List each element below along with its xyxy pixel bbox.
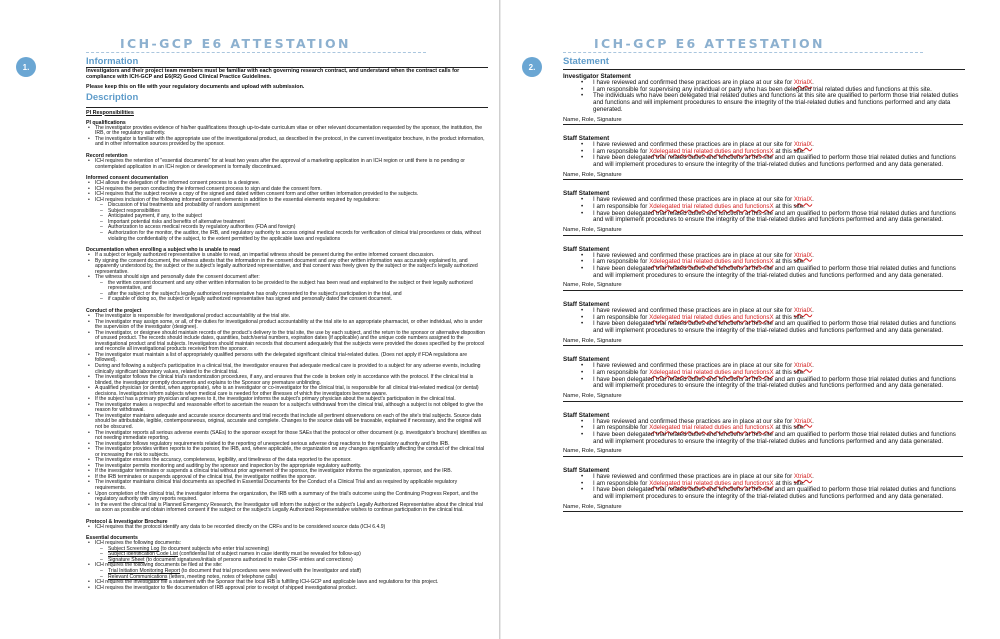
duties-placeholder[interactable]: Xdelegated trial related duties and functionsX: [649, 258, 774, 266]
trial-placeholder[interactable]: XtrialX: [793, 141, 813, 149]
list-item: • I am responsible for supervising any individual or party who has been delegated trial related duties and functions at this site.: [563, 87, 965, 94]
pi-responsibilities-heading: PI Responsibilities: [86, 107, 488, 116]
list-item: • I have been delegated trial related duties and functions at this site and am qualified to perform those trial related duties and functions and will implement procedures to ensure the integrity of the trial-related duties and functions performed and any data generated.: [563, 377, 965, 390]
list-item: • I have been delegated trial related duties and functions at this site and am qualified to perform those trial related duties and functions and will implement procedures to ensure the integrity of the trial-related duties and functions performed and any data generated.: [563, 487, 965, 500]
staff-statement-heading: Staff Statement: [563, 356, 610, 364]
list-item: • The investigator is responsible for investigational product accountability at the trial site.: [86, 314, 488, 320]
sub-list-item: – if capable of doing so, the subject or legally authorized representative has signed and personally dated the consent document.: [86, 297, 488, 303]
duties-placeholder[interactable]: Xdelegated trial related duties and functionsX: [649, 203, 774, 211]
information-text: Investigators and their project team members must be familiar with each governing research contract, and understand when the contract calls for compliance with ICH-GCP and E6(R2) Good Clinical Practice Guidelines.: [86, 67, 488, 80]
section-heading: Essential documents: [86, 535, 138, 542]
list-item: • The investigator maintains clinical trial documents as specified in Essential Documents for the Conduct of a Clinical Trial and as required by applicable regulatory requirements.: [86, 480, 488, 491]
staff-statement: [563, 190, 965, 235]
list-item: • The investigator ensures the accuracy, completeness, legibility, and timeliness of the data reported to the sponsor.: [86, 458, 488, 464]
list-item: • I am responsible for Xdelegated trial related duties and functionsX at this site.: [563, 370, 965, 377]
staff-statement: [563, 356, 965, 401]
list-item: • The investigator, or designee should maintain records of the product's delivery to the trial site, the use by each subject, and the return to the sponsor or alternative disposition of unused product. The records should include dates, quantities, batch/serial numbers, expiration dates (if applicable) and the unique code numbers assigned to the investigational product and trial subjects. Investigators should maintain records that document adequately that the subjects were provided the doses specified by the protocol and reconcile all investigational products received from the sponsor.: [86, 331, 488, 353]
staff-statement-heading: Staff Statement: [563, 411, 610, 419]
step-badge: 1.: [16, 57, 36, 77]
duties-placeholder[interactable]: Xdelegated trial related duties and functionsX: [649, 479, 774, 487]
sub-list-item: – Important potential risks and benefits of alternative treatment: [86, 220, 488, 226]
staff-statement: [563, 135, 965, 180]
list-item: • The individuals who have been delegated trial related duties and functions at this site are qualified to perform those trial related duties and functions and will implement procedures to ensure the integrity of the trial-related duties and functions performed and any data generated.: [563, 93, 965, 113]
information-keep-note: Please keep this on file with your regulatory documents and upload with submission.: [86, 84, 305, 91]
title-divider: [86, 52, 426, 53]
list-item: • I have been delegated trial related duties and functions at this site and am qualified to perform those trial related duties and functions and will implement procedures to ensure the integrity of the trial-related duties and functions performed and any data generated.: [563, 211, 965, 224]
list-item: • The witness should sign and personally date the consent document after:: [86, 275, 488, 281]
list-item: • I have been delegated trial related duties and functions at this site and am qualified to perform those trial related duties and functions and will implement procedures to ensure the integrity of the trial-related duties and functions performed and any data generated.: [563, 432, 965, 445]
sub-list-item: – Discussion of trial treatments and probability of random assignment: [86, 203, 488, 209]
list-item: • I have reviewed and confirmed these practices are in place at our site for XtrialX.: [563, 474, 965, 481]
list-item: • I have been delegated trial related duties and functions at this site and am qualified to perform those trial related duties and functions and will implement procedures to ensure the integrity of the trial-related duties and functions performed and any data generated.: [563, 155, 965, 168]
list-item: • A qualified physician (or dentist, when appropriate), who is an investigator or co-investigator for the clinical trial, is responsible for all clinical trial-related medical (or dental) decisions. Investigators inform subjects when medical care is needed for other illnesses of which the investigators become aware.: [86, 386, 488, 397]
staff-statements: [563, 135, 965, 512]
list-item: • Upon completion of the clinical trial, the investigator informs the organization, the IRB with a summary of the trial's outcome using the Continuing Progress Report, and the regulatory authority with any reports required.: [86, 492, 488, 503]
list-item: • I have reviewed and confirmed these practices are in place at our site for XtrialX.: [563, 142, 965, 149]
list-item: • I am responsible for Xdelegated trial related duties and functionsX at this site.: [563, 315, 965, 322]
signature-line[interactable]: Name, Role, Signature: [563, 117, 963, 126]
signature-line[interactable]: Name, Role, Signature: [563, 393, 963, 402]
sub-list-item: – after the subject or the subject's legally authorized representative has orally consented to the subject's participation in the trial, and: [86, 292, 488, 298]
list-item: • I am responsible for Xdelegated trial related duties and functionsX at this site.: [563, 259, 965, 266]
section-heading: Protocol & Investigator Brochure: [86, 518, 168, 525]
sub-list-item: – Anticipated payment, if any, to the subject: [86, 214, 488, 220]
trial-placeholder[interactable]: XtrialX: [793, 306, 813, 314]
document-name: Trial Initiation Monitoring Report: [108, 568, 181, 574]
list-item: • The investigator follows regulatory requirements related to the reporting of unexpected serious adverse drug reactions to the regulatory authority and the IRB.: [86, 442, 488, 448]
list-item: • I have reviewed and confirmed these practices are in place at our site for XtrialX.: [563, 80, 965, 87]
list-item: • ICH requires that the subject receive a copy of the signed and dated written consent form and other written information provided to the subjects.: [86, 192, 488, 198]
document-title: ICH-GCP E6 ATTESTATION: [120, 36, 351, 51]
list-item: • If a subject or legally authorized representative is unable to read, an impartial witness should be present during the entire informed consent discussion.: [86, 253, 488, 259]
list-item: • ICH requires the investigator to file documentation of IRB approval prior to receipt of shipped investigational product.: [86, 586, 488, 592]
trial-placeholder[interactable]: XtrialX: [793, 362, 813, 370]
signature-line[interactable]: Name, Role, Signature: [563, 227, 963, 236]
sub-list-item: – Signature Sheet (to document signatures/initials of persons authorized to make CRF entries and corrections): [86, 558, 488, 564]
list-item: • I am responsible for Xdelegated trial related duties and functionsX at this site.: [563, 204, 965, 211]
list-item: • The investigator provides written reports to the sponsor, the IRB, and, where applicable, the organization on any changes significantly affecting the conduct of the clinical trial or increasing the risk to subjects.: [86, 447, 488, 458]
trial-placeholder[interactable]: XtrialX: [793, 196, 813, 204]
signature-line[interactable]: Name, Role, Signature: [563, 448, 963, 457]
document-name: Subject Identification Code List: [108, 551, 178, 558]
list-item: • ICH requires the person conducting the informed consent process to sign and date the consent form.: [86, 187, 488, 193]
description-heading: Description: [86, 91, 139, 103]
list-item: • I have reviewed and confirmed these practices are in place at our site for XtrialX.: [563, 197, 965, 204]
sub-list-item: – Subject Screening Log (to document subjects who enter trial screening): [86, 547, 488, 553]
list-item: • The investigator provides evidence of his/her qualifications through up-to-date curriculum vitae or other relevant documentation requested by the sponsor, the institution, the IRB, or the regulatory authority.: [86, 126, 488, 137]
sub-list-item: – Relevant Communications (letters, meeting notes, notes of telephone calls): [86, 575, 488, 581]
list-item: • The investigator makes a respectful and reasonable effort to ascertain the reason for a subject's withdrawal from the clinical trial, although a subject is not obliged to give the reason for withdrawal.: [86, 403, 488, 414]
document-name: Relevant Communications: [108, 573, 168, 580]
left-content: [86, 56, 488, 591]
trial-placeholder[interactable]: XtrialX: [793, 472, 813, 480]
list-item: • I have reviewed and confirmed these practices are in place at our site for XtrialX.: [563, 363, 965, 370]
list-item: • I have reviewed and confirmed these practices are in place at our site for XtrialX.: [563, 253, 965, 260]
statement-heading: Statement: [563, 56, 965, 70]
staff-statement-heading: Staff Statement: [563, 190, 610, 198]
list-item: • If the IRB terminates or suspends approval of the clinical trial, the investigator notifies the sponsor.: [86, 475, 488, 481]
duties-placeholder[interactable]: Xdelegated trial related duties and functionsX: [649, 368, 774, 376]
list-item: • The investigator must maintain a list of appropriately qualified persons with the delegated significant clinical trial-related duties. (Does not apply if FDA regulations are followed).: [86, 353, 488, 364]
section-heading: Record retention: [86, 153, 128, 159]
list-item: • The investigator follows the clinical trial's randomization procedures, if any, and ensures that the code is broken only in accordance with the protocol. If the clinical trial is blinded, the investigator promptly documents and explains to the Sponsor any premature unblinding.: [86, 375, 488, 386]
section-heading: Conduct of the project: [86, 308, 142, 315]
staff-statement-heading: Staff Statement: [563, 245, 610, 253]
list-item: • ICH requires the following documents:: [86, 541, 488, 547]
staff-statement: [563, 301, 965, 346]
trial-placeholder[interactable]: XtrialX: [793, 417, 813, 425]
duties-placeholder[interactable]: Xdelegated trial related duties and functionsX: [649, 147, 774, 155]
staff-statement: [563, 246, 965, 291]
staff-statement-heading: Staff Statement: [563, 300, 610, 308]
sub-list-item: – Trial Initiation Monitoring Report (to document that trial procedures were reviewed with the Investigator and staff): [86, 569, 488, 575]
section-heading: Documentation when enrolling a subject who is unable to read: [86, 247, 241, 254]
list-item: • If the subject has a primary physician and agrees to it, the investigator informs the subject's primary physician about the subject's participation in the clinical trial.: [86, 397, 488, 403]
trial-placeholder[interactable]: XtrialX: [793, 251, 813, 259]
duties-placeholder[interactable]: Xdelegated trial related duties and functionsX: [649, 313, 774, 321]
page-right: [501, 0, 1000, 639]
list-item: • By signing the consent document, the witness attests that the information in the consent document and any other written information was accurately explained to, and apparently understood by, the subject or the subject's legally authorized representative, and that consent was freely given by the subject or the subject's legally authorized representative.: [86, 259, 488, 276]
list-item: • I have been delegated trial related duties and functions at this site and am qualified to perform those trial related duties and functions and will implement procedures to ensure the integrity of the trial-related duties and functions performed and any data generated.: [563, 321, 965, 334]
sub-list-item: – Authorization for the monitor, the auditor, the IRB, and regulatory authority to access original medical records for verification of clinical trial procedures or data, without violating the confidentiality of the subject, to the extent permitted by the applicable laws and regulations: [86, 231, 488, 242]
signature-line[interactable]: Name, Role, Signature: [563, 172, 963, 181]
signature-line[interactable]: Name, Role, Signature: [563, 282, 963, 291]
document-title: ICH-GCP E6 ATTESTATION: [594, 36, 825, 51]
signature-line[interactable]: Name, Role, Signature: [563, 504, 963, 513]
list-item: • I have reviewed and confirmed these practices are in place at our site for XtrialX.: [563, 308, 965, 315]
sub-list-item: – the written consent document and any other written information to be provided to the subject has been read and explained to the subject or their legally authorized representative, and: [86, 281, 488, 292]
staff-statement: [563, 412, 965, 457]
list-item: • ICH requires the retention of "essential documents" for at least two years after the approval of a marketing application in an ICH region or until there is no pending or contemplated application in an ICH region or development is formally discontinued.: [86, 159, 488, 170]
duties-placeholder[interactable]: Xdelegated trial related duties and functionsX: [649, 424, 774, 432]
list-item: • ICH requires the investigator file a statement with the Sponsor that the local IRB is fulfilling ICH-GCP and applicable laws and regulations for this project.: [86, 580, 488, 586]
list-item: • ICH requires that the protocol identify any data to be recorded directly on the CRFs and to be considered source data (ICH 6.4.9): [86, 525, 488, 531]
list-item: • ICH allows the delegation of the informed consent process to a designee.: [86, 181, 488, 187]
trial-placeholder[interactable]: XtrialX: [793, 79, 813, 86]
list-item: • During and following a subject's participation in a clinical trial, the investigator ensures that adequate medical care is provided to a subject for any adverse events, including clinically significant laboratory values, related to the clinical trial.: [86, 364, 488, 375]
list-item: • In the event the clinical trial is Planned Emergency Research, the Investigator will inform the subject or the subject's Legally Authorized Representative about the clinical trial as soon as possible and obtain informed consent if the subject or the subject's Legally Authorized Representative wishes to continue participation in the clinical trial.: [86, 503, 488, 514]
document-name: Signature Sheet: [108, 556, 145, 563]
staff-statement-heading: Staff Statement: [563, 135, 610, 143]
list-item: • I am responsible for Xdelegated trial related duties and functionsX at this site.: [563, 149, 965, 156]
list-item: • The investigator maintains adequate and accurate source documents and trial records that include all pertinent observations on each of the site's trial subjects. Source data should be attributable, legible, contemporaneous, original, accurate and complete. Changes to the source data will be traceable, explained if necessary, and the original will not be obscured.: [86, 414, 488, 431]
list-item: • ICH requires the following documents be filed at the site:: [86, 563, 488, 569]
pi-sections: [86, 120, 488, 591]
sub-list-item: – Subject responsibilities: [86, 209, 488, 215]
document-name: Subject Screening Log: [108, 545, 160, 552]
list-item: • ICH requires inclusion of the following informed consent elements in addition to the essential elements required by regulations:: [86, 198, 488, 204]
list-item: • The investigator is familiar with the appropriate use of the investigational product, as described in the protocol, in the current investigator brochure, in the product information, and in other information sources provided by the sponsor.: [86, 137, 488, 148]
signature-line[interactable]: Name, Role, Signature: [563, 338, 963, 347]
sub-list-item: – Subject Identification Code List (confidential list of subject names in case identity must be revealed for follow-up): [86, 552, 488, 558]
list-item: • The investigator permits monitoring and auditing by the sponsor and inspection by the appropriate regulatory authority.: [86, 464, 488, 470]
investigator-statement-heading: Investigator Statement: [563, 73, 631, 80]
investigator-statement: [563, 73, 965, 125]
section-heading: PI qualifications: [86, 119, 126, 126]
staff-statement: [563, 467, 965, 512]
list-item: • The investigator reports all serious adverse events (SAEs) to the sponsor except for those SAEs that the protocol or other document (e.g. investigator's brochure) identifies as not needing immediate reporting.: [86, 431, 488, 442]
list-item: • I have reviewed and confirmed these practices are in place at our site for XtrialX.: [563, 419, 965, 426]
staff-statement-heading: Staff Statement: [563, 466, 610, 474]
sub-list-item: – Authorization to access medical records by regulatory authorities (FDA and foreign): [86, 225, 488, 231]
information-heading: Information: [86, 56, 139, 67]
step-badge: 2.: [522, 57, 542, 77]
list-item: • I have been delegated trial related duties and functions at this site and am qualified to perform those trial related duties and functions and will implement procedures to ensure the integrity of the trial-related duties and functions performed and any data generated.: [563, 266, 965, 279]
list-item: • If the investigator terminates or suspends a clinical trial without prior agreement of the sponsor, the investigator informs the organization, sponsor, and the IRB.: [86, 469, 488, 475]
section-heading: Informed consent documentation: [86, 175, 169, 182]
list-item: • I am responsible for Xdelegated trial related duties and functionsX at this site.: [563, 481, 965, 488]
right-content: [563, 56, 965, 522]
list-item: • I am responsible for Xdelegated trial related duties and functionsX at this site.: [563, 425, 965, 432]
title-divider: [563, 52, 923, 53]
list-item: • The investigator may assign some, or all, of the duties for investigational product accountability at the trial site to an appropriate pharmacist, or other individual, who is under the supervision of the investigator (designee).: [86, 320, 488, 331]
